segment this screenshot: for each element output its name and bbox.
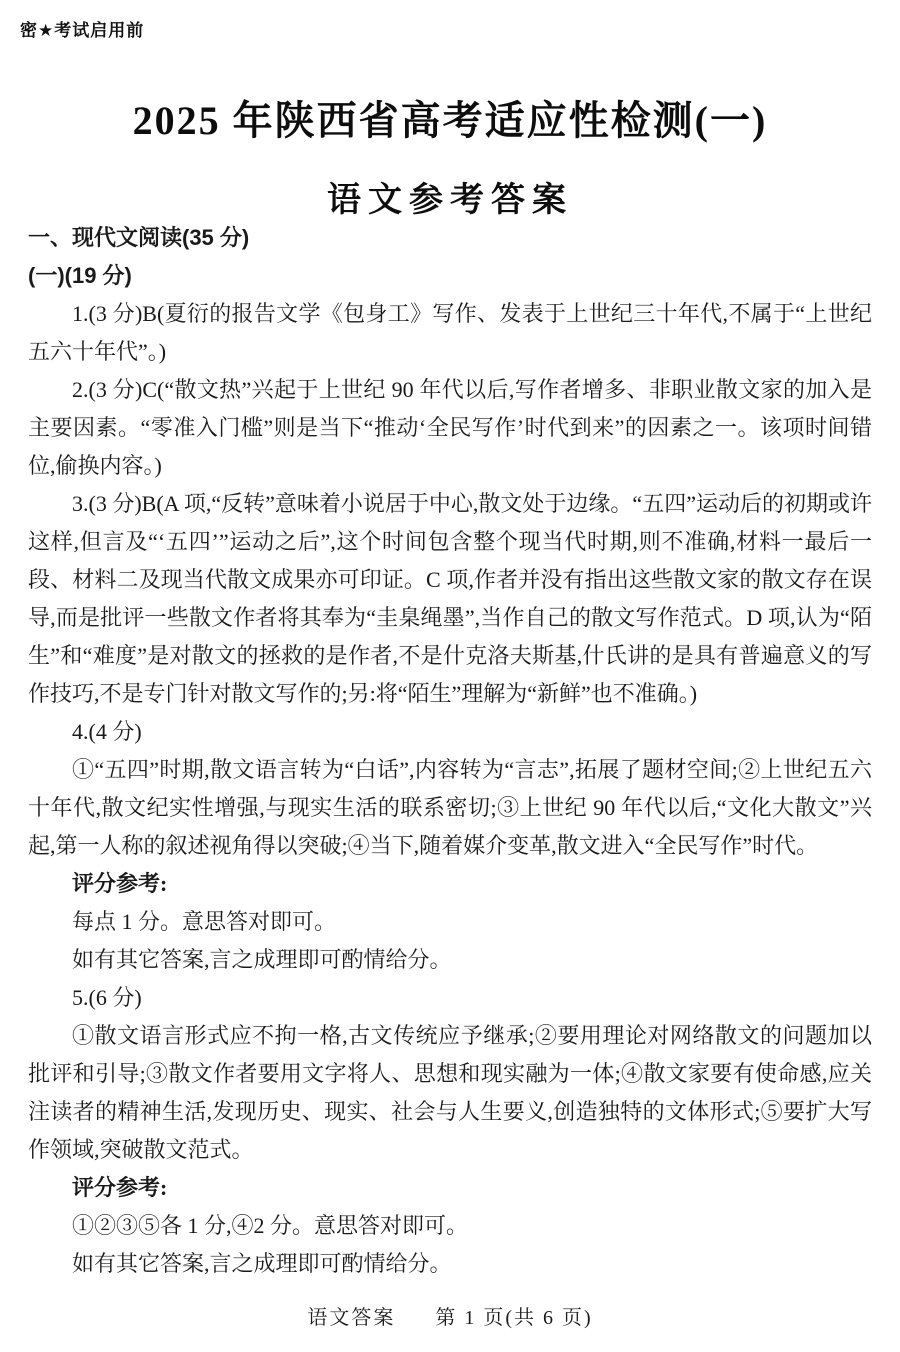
answer-item-5-label: 5.(6 分) (72, 985, 142, 1010)
footer-doc-label: 语文答案 (307, 1307, 396, 1329)
scoring-reference-heading-1: 评分参考: (72, 871, 168, 896)
scoring-rule-2b: 如有其它答案,言之成理即可酌情给分。 (72, 1251, 452, 1276)
answer-item-2: 2.(3 分)C(“散文热”兴起于上世纪 90 年代以后,写作者增多、非职业散文家的加入是主要因素。“零准入门槛”则是当下“推动‘全民写作’时代到来”的因素之一。该项时间错位,偷换内容。) (28, 377, 872, 478)
answer-item-1: 1.(3 分)B(夏衍的报告文学《包身工》写作、发表于上世纪三十年代,不属于“上世纪五六十年代”。) (28, 301, 872, 364)
section-heading-modern-reading: 一、现代文阅读(35 分) (28, 225, 250, 250)
answer-item-4-points: ①“五四”时期,散文语言转为“白话”,内容转为“言志”,拓展了题材空间;②上世纪五六十年代,散文纪实性增强,与现实生活的联系密切;③上世纪 90 年代以后,“文化大散文”兴起,第一人称的叙述视角得以突破;④当下,随着媒介变革,散文进入“全民写作”时代。 (28, 757, 872, 858)
scoring-rule-1a: 每点 1 分。意思答对即可。 (72, 909, 337, 934)
page-subtitle: 语文参考答案 (327, 181, 573, 220)
scoring-reference-heading-2: 评分参考: (72, 1175, 168, 1200)
page-title: 2025 年陕西省高考适应性检测(一) (132, 97, 768, 143)
page-footer (0, 1301, 900, 1330)
subsection-heading-part1: (一)(19 分) (28, 263, 132, 288)
answer-item-5-points: ①散文语言形式应不拘一格,古文传统应予继承;②要用理论对网络散文的问题加以批评和引导;③散文作者要用文字将人、思想和现实融为一体;④散文家要有使命感,应关注读者的精神生活,发现历史、现实、社会与人生要义,创造独特的文体形式;⑤要扩大写作领域,突破散文范式。 (28, 1023, 872, 1162)
footer-page-number: 第 1 页(共 6 页) (435, 1307, 593, 1329)
scoring-rule-1b: 如有其它答案,言之成理即可酌情给分。 (72, 947, 452, 972)
answer-body (28, 219, 872, 1283)
answer-item-3: 3.(3 分)B(A 项,“反转”意味着小说居于中心,散文处于边缘。“五四”运动后的初期或许这样,但言及“‘五四’”运动之后”,这个时间包含整个现当代时期,则不准确,材料一最后一段、材料二及现当代散文成果亦可印证。C 项,作者并没有指出这些散文家的散文存在误导,而是批评一些散文作者将其奉为“圭臬绳墨”,当作自己的散文写作范式。D 项,认为“陌生”和“难度”是对散文的拯救的是作者,不是什克洛夫斯基,什氏讲的是具有普遍意义的写作技巧,不是专门针对散文写作的;另:将“陌生”理解为“新鲜”也不准确。) (28, 491, 872, 706)
security-note: 密★考试启用前 (20, 21, 145, 40)
answer-item-4-label: 4.(4 分) (72, 719, 142, 744)
scoring-rule-2a: ①②③⑤各 1 分,④2 分。意思答对即可。 (72, 1213, 469, 1238)
